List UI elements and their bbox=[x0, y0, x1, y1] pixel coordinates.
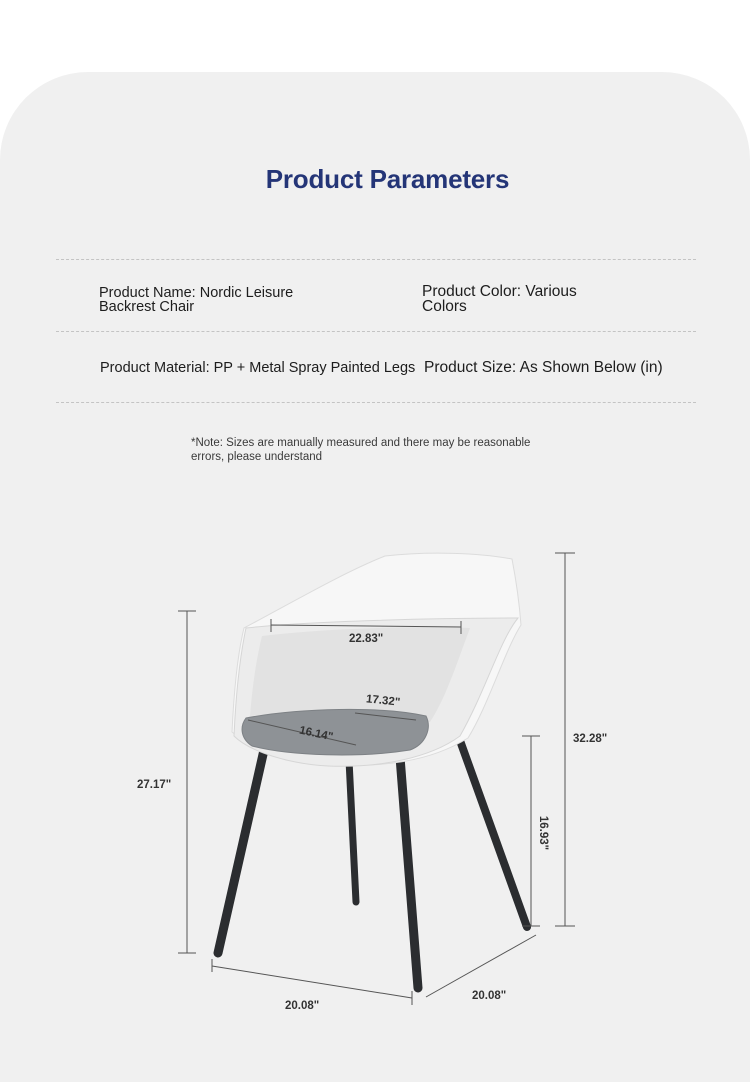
dim-seat-width: 16.14" bbox=[298, 724, 335, 744]
note-line2: errors, please understand bbox=[191, 450, 323, 463]
seat-cushion bbox=[242, 709, 428, 755]
product-material: Product Material: PP + Metal Spray Painted Legs bbox=[100, 360, 416, 376]
product-name-line1: Product Name: Nordic Leisure bbox=[99, 285, 294, 301]
product-name-line2: Backrest Chair bbox=[99, 299, 195, 315]
product-color-line1: Product Color: Various bbox=[422, 283, 577, 300]
chair-legs bbox=[218, 735, 527, 988]
dim-base-depth: 20.08" bbox=[472, 990, 507, 1002]
dim-back-width: 22.83" bbox=[349, 633, 384, 645]
dim-base-width: 20.08" bbox=[285, 1000, 320, 1012]
dim-seat-depth: 17.32" bbox=[365, 693, 401, 709]
note-line1: *Note: Sizes are manually measured and there may be reasonable bbox=[191, 437, 531, 449]
product-size: Product Size: As Shown Below (in) bbox=[424, 359, 663, 376]
dim-seat-height: 16.93" bbox=[537, 815, 550, 851]
dim-arm-height: 27.17" bbox=[137, 779, 172, 791]
dim-total-height: 32.28" bbox=[573, 733, 608, 745]
product-color-line2: Colors bbox=[422, 297, 467, 315]
page-title: Product Parameters bbox=[265, 164, 510, 194]
